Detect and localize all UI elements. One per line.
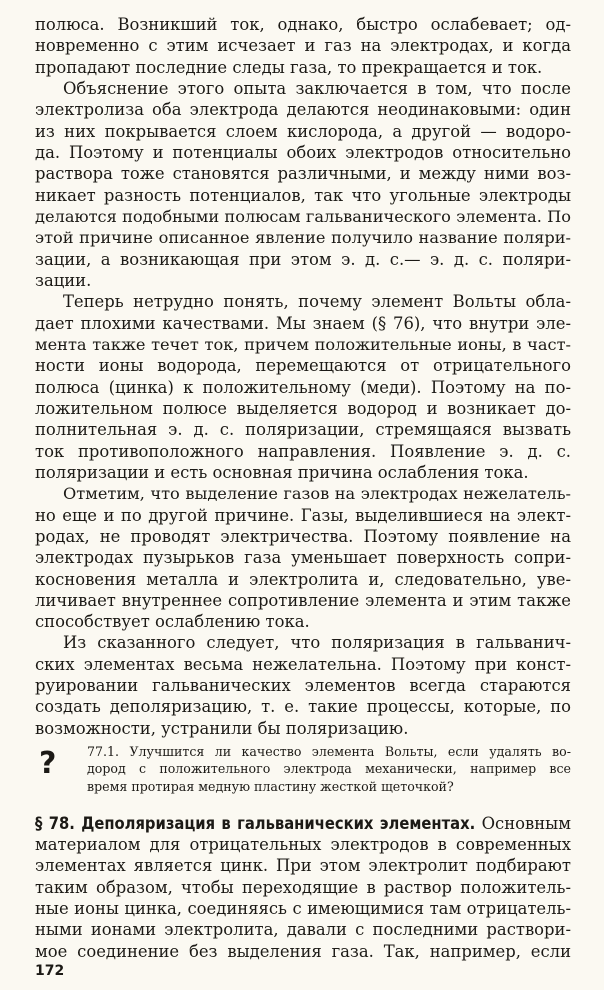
text-line: ложительном полюсе выделяется водород и возникает до- xyxy=(35,398,571,418)
text-line: электролиза оба электрода делаются неодинаковыми: один xyxy=(35,100,571,120)
text-line: делаются подобными полюсам гальванического элемента. По xyxy=(35,206,571,226)
text-line: пропадают последние следы газа, то прекращается и ток. xyxy=(35,57,543,77)
question-line: 77.1. Улучшится ли качество элемента Вольты, если удалять во- xyxy=(87,743,571,759)
text-line: способствует ослаблению тока. xyxy=(35,612,310,632)
text-line: мента также течет ток, причем положительные ионы, в част- xyxy=(35,334,571,354)
text-line: полюса. Возникший ток, однако, быстро ослабевает; од- xyxy=(35,15,571,34)
text-line: новременно с этим исчезает и газ на электродах, и когда xyxy=(35,36,571,56)
text-line: электродах пузырьков газа уменьшает поверхность сопри- xyxy=(35,548,571,568)
text-line: раствора тоже становятся различными, и между ними воз- xyxy=(35,164,571,184)
page-number: 172 xyxy=(35,963,65,979)
text-line: ными ионами электролита, давали с последними раствори- xyxy=(35,920,571,940)
text-line: да. Поэтому и потенциалы обоих электродов относительно xyxy=(35,143,571,162)
text-line: Объяснение этого опыта заключается в том, что после xyxy=(63,79,571,98)
text-line: поляризации и есть основная причина ослабления тока. xyxy=(35,462,529,482)
text-line: из них покрывается слоем кислорода, а другой — водоро- xyxy=(35,121,571,141)
text-line: таким образом, чтобы переходящие в раствор положитель- xyxy=(35,877,571,897)
text-line: ности ионы водорода, перемещаются от отрицательного xyxy=(35,356,571,376)
text-line: возможности, устранили бы поляризацию. xyxy=(35,718,409,738)
text-line: дает плохими качествами. Мы знаем (§ 76), что внутри эле- xyxy=(35,313,571,333)
question-line: время протирая медную пластину жесткой щеточкой? xyxy=(87,778,454,794)
text-line: мое соединение без выделения газа. Так, например, если xyxy=(35,941,571,961)
text-line: родах, не проводят электричества. Поэтому появление на xyxy=(35,526,571,546)
text-line: косновения металла и электролита и, следовательно, уве- xyxy=(35,569,571,589)
text-line: руировании гальванических элементов всегда стараются xyxy=(35,676,571,696)
text-line: зации, а возникающая при этом э. д. с.— э. д. с. поляри- xyxy=(35,249,571,269)
text-line: полнительная э. д. с. поляризации, стремящаяся вызвать xyxy=(35,420,571,440)
text-line: но еще и по другой причине. Газы, выделившиеся на элект- xyxy=(35,505,571,525)
text-line: полюса (цинка) к положительному (меди). Поэтому на по- xyxy=(35,377,571,397)
text-line: элементах является цинк. При этом электролит подбирают xyxy=(35,856,571,876)
text-line: Отметим, что выделение газов на электродах нежелатель- xyxy=(63,484,571,504)
text-line: личивает внутреннее сопротивление элемента и этим также xyxy=(35,590,571,610)
question-mark-icon: ? xyxy=(39,745,57,781)
section-first-line xyxy=(35,813,571,835)
text-line: Из сказанного следует, что поляризация в гальванич- xyxy=(63,633,571,653)
text-line: создать деполяризацию, т. е. такие процессы, которые, по xyxy=(35,697,571,717)
text-line: зации. xyxy=(35,270,92,290)
text-line: Теперь нетрудно понять, почему элемент Вольты обла- xyxy=(63,292,571,312)
text-line: никает разность потенциалов, так что угольные электроды xyxy=(35,185,571,205)
question-line: дород с положительного электрода механически, например все xyxy=(87,761,571,777)
text-line: ских элементах весьма нежелательна. Поэтому при конст- xyxy=(35,654,571,674)
text-line: этой причине описанное явление получило название поляри- xyxy=(35,228,571,248)
text-line: ные ионы цинка, соединяясь с имеющимися там отрицатель- xyxy=(35,899,571,918)
section-heading-continuation: Основным xyxy=(475,813,571,833)
text-line: ток противоположного направления. Появление э. д. с. xyxy=(35,441,571,461)
text-line: материалом для отрицательных электродов в современных xyxy=(35,835,571,854)
section-heading: § 78. Деполяризация в гальванических элементах. xyxy=(35,813,476,833)
